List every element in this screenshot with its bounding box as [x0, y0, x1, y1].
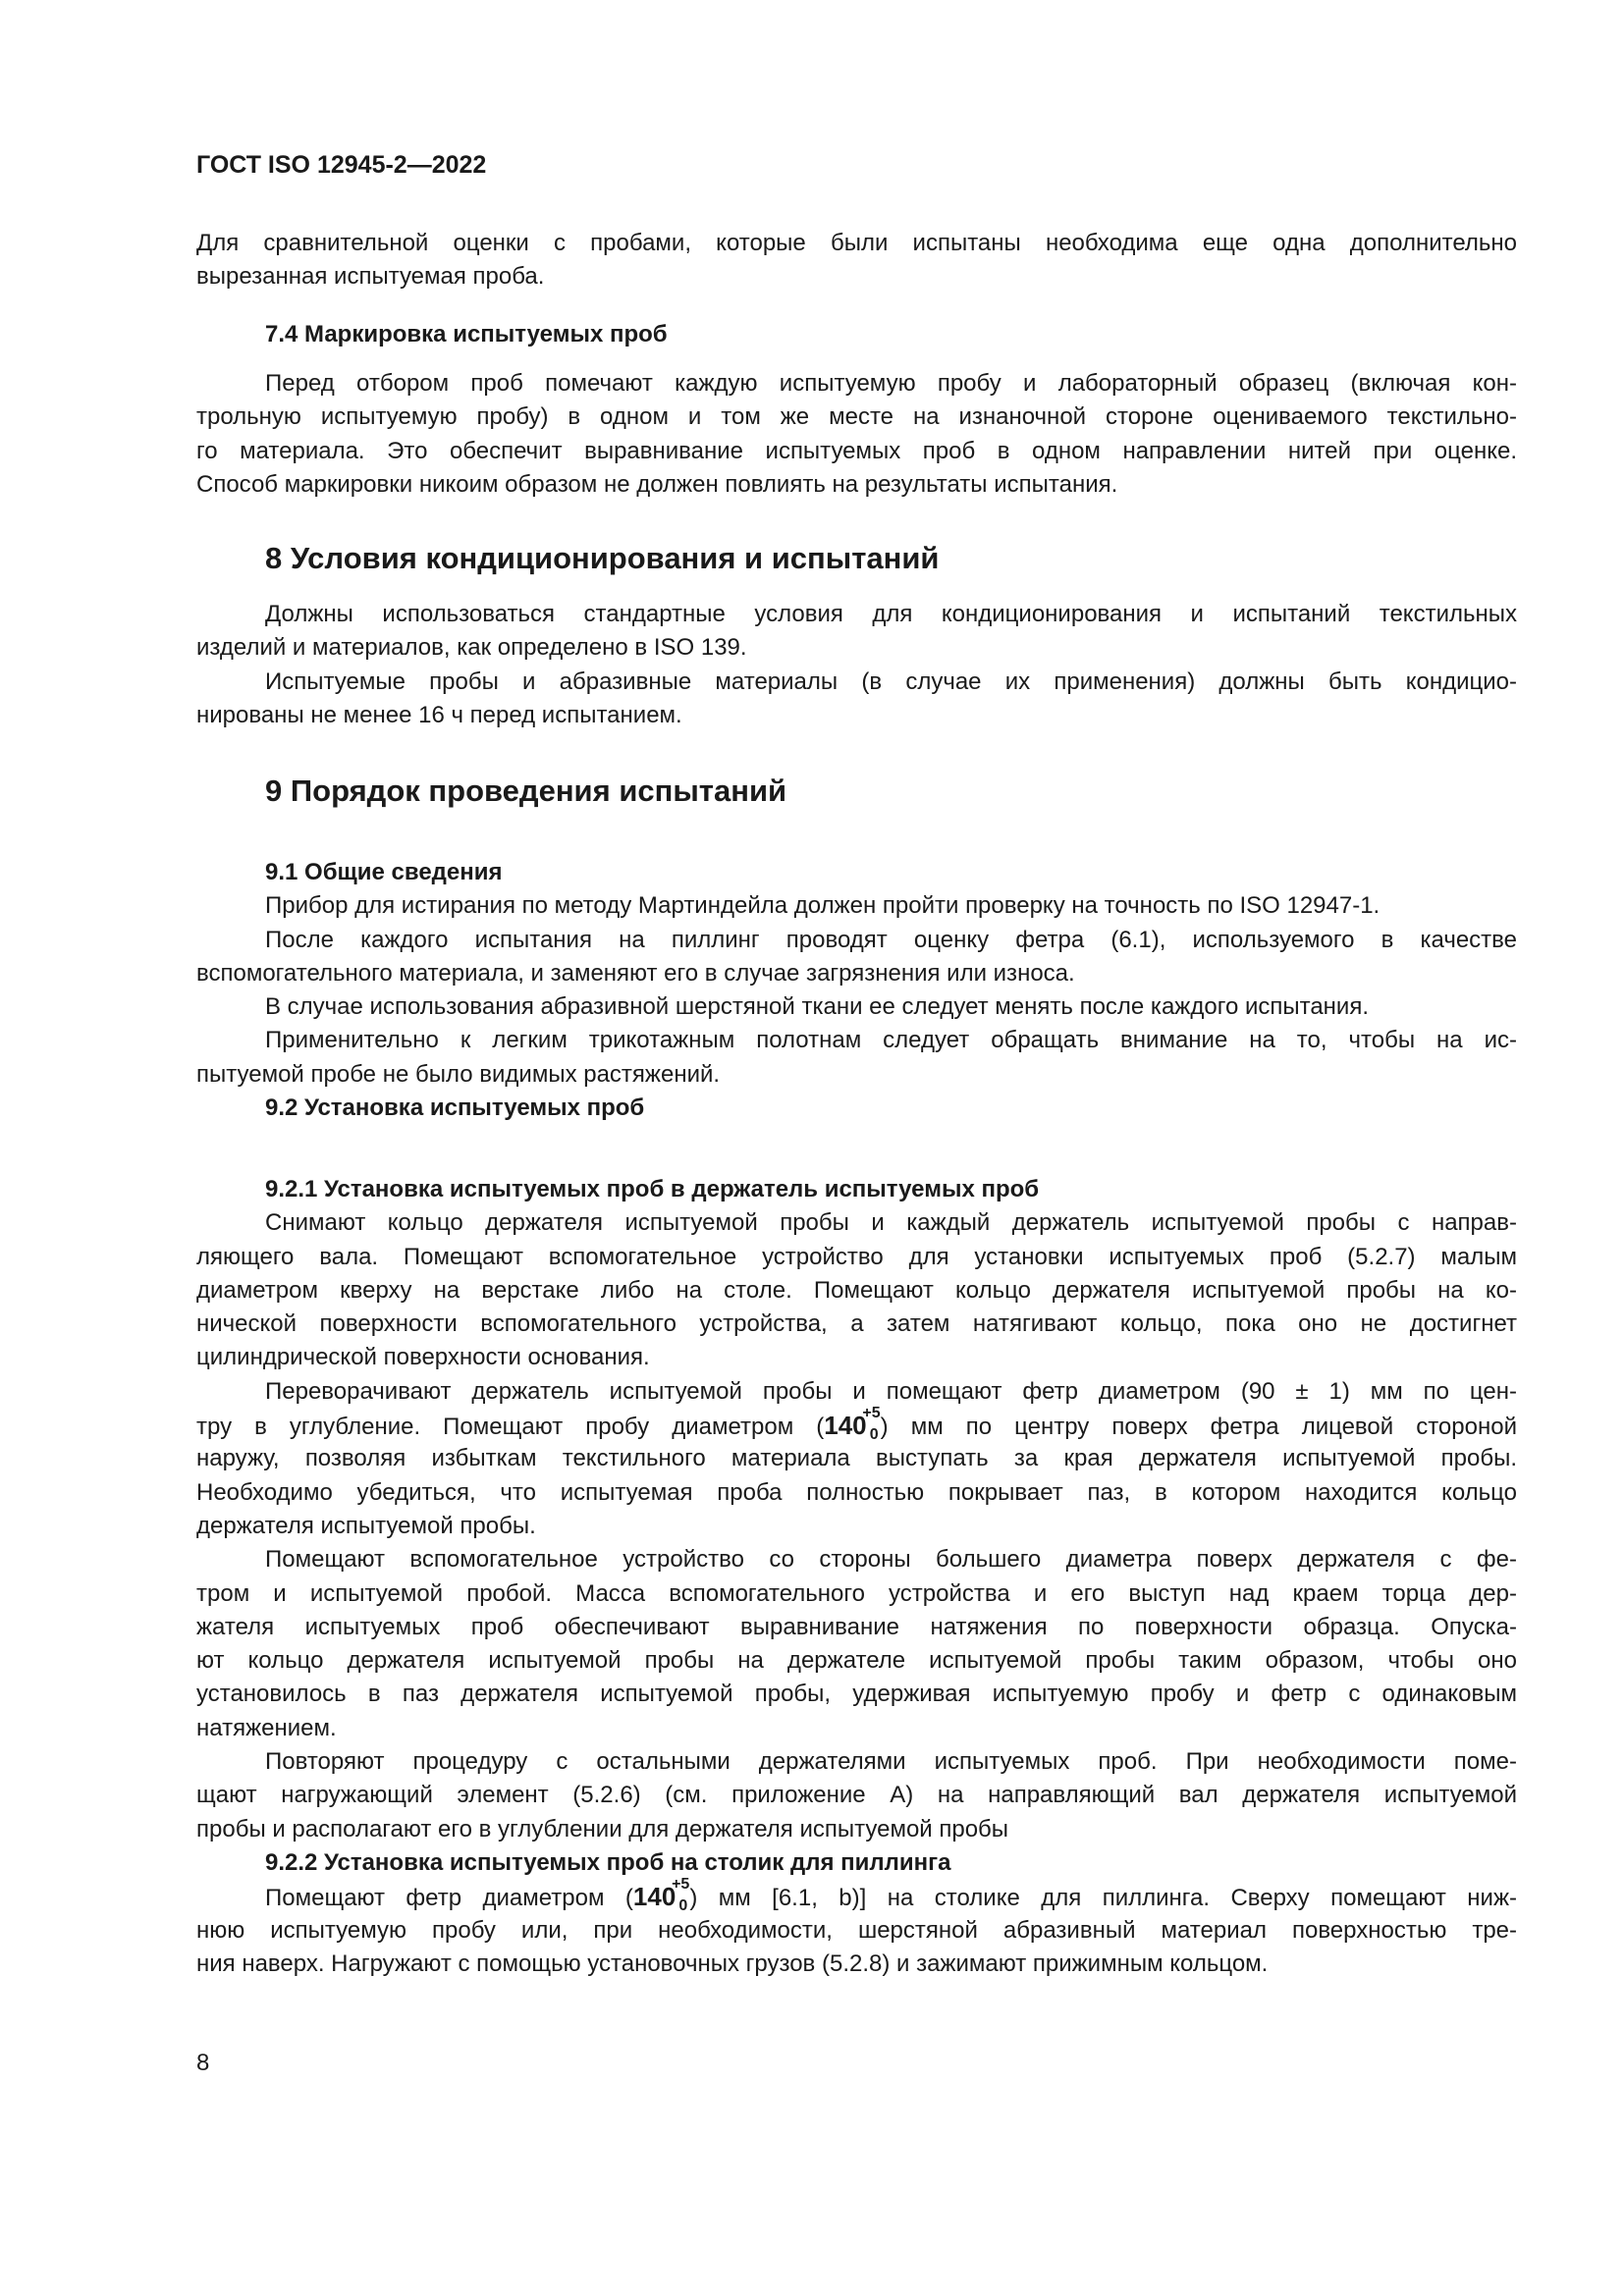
- text-segment: ) мм по центру поверх фетра лицевой стороной: [880, 1414, 1517, 1441]
- text-line: вспомогательного материала, и заменяют его в случае загрязнения или износа.: [196, 959, 1075, 987]
- text-line: цилиндрической поверхности основания.: [196, 1344, 650, 1371]
- text-line: ляющего вала. Помещают вспомогательное устройство для установки испытуемых проб (5.2.7) малым: [196, 1243, 1517, 1270]
- subsection-heading: 9.2.2 Установка испытуемых проб на столик для пиллинга: [265, 1848, 951, 1876]
- paragraph: [196, 227, 1517, 294]
- text-line: нированы не менее 16 ч перед испытанием.: [196, 701, 682, 728]
- tolerance-number: [632, 1876, 690, 1915]
- tolerance-number: [824, 1405, 881, 1444]
- text-line: пробы и располагают его в углублении для держателя испытуемой пробы: [196, 1815, 1009, 1842]
- paragraph: [196, 1206, 1517, 1374]
- text-line: Повторяют процедуру с остальными держателями испытуемых проб. При необходимости поме-: [265, 1748, 1517, 1776]
- paragraph: [196, 598, 1517, 666]
- nominal-value: 140: [632, 1882, 677, 1912]
- paragraph: [196, 924, 1517, 991]
- text-segment: ) мм [6.1, b)] на столике для пиллинга. Сверху помещают ниж-: [689, 1885, 1517, 1912]
- text-block: [196, 772, 1517, 828]
- subsection-heading: 9.2.1 Установка испытуемых проб в держатель испытуемых проб: [265, 1176, 1040, 1202]
- text-line: Снимают кольцо держателя испытуемой пробы и каждый держатель испытуемой пробы с направ-: [265, 1209, 1517, 1237]
- text-line: Переворачивают держатель испытуемой пробы и помещают фетр диаметром (90 ± 1) мм по цен-: [265, 1377, 1517, 1405]
- subsection-heading: 7.4 Маркировка испытуемых проб: [265, 321, 668, 347]
- text-line: нической поверхности вспомогательного устройства, а затем натягивают кольцо, пока оно не достигнет: [196, 1310, 1517, 1338]
- text-line: натяжением.: [196, 1714, 337, 1741]
- text-line: диаметром кверху на верстаке либо на столе. Помещают кольцо держателя испытуемой пробы на ко-: [196, 1276, 1517, 1304]
- paragraph: [196, 1375, 1517, 1543]
- page-number: 8: [196, 2050, 210, 2076]
- text-block: [196, 227, 1517, 294]
- text-segment: тру в углубление. Помещают пробу диаметром (: [196, 1414, 825, 1441]
- paragraph: [196, 990, 1517, 1024]
- text-line: Перед отбором проб помечают каждую испытуемую пробу и лабораторный образец (включая кон-: [265, 370, 1517, 397]
- paragraph: [196, 889, 1517, 923]
- text-line: наружу, позволяя избыткам текстильного материала выступать за края держателя испытуемой пробы.: [196, 1445, 1517, 1472]
- text-line: Прибор для истирания по методу Мартиндейла должен пройти проверку на точность по ISO 12947-1.: [265, 892, 1380, 920]
- text-segment: Помещают фетр диаметром (: [265, 1885, 633, 1912]
- text-line: го материала. Это обеспечит выравнивание испытуемых проб в одном направлении нитей при оценке.: [196, 437, 1517, 464]
- text-line: Должны использоваться стандартные условия для кондиционирования и испытаний текстильных: [265, 601, 1517, 627]
- text-line: [196, 1405, 1517, 1444]
- upper-tolerance: +5: [672, 1876, 690, 1894]
- text-line: Необходимо убедиться, что испытуемая проба полностью покрывает паз, в котором находится кольцо: [196, 1478, 1517, 1506]
- lower-tolerance: 0: [869, 1426, 879, 1444]
- text-line: нюю испытуемую пробу или, при необходимости, шерстяной абразивный материал поверхностью тре-: [196, 1916, 1517, 1944]
- text-line: пытуемой пробе не было видимых растяжений.: [196, 1060, 721, 1088]
- text-line: трольную испытуемую пробу) в одном и том же месте на изнаночной стороне оцениваемого текстильно-: [196, 403, 1517, 431]
- text-line: Применительно к легким трикотажным полотнам следует обращать внимание на то, чтобы на ис-: [265, 1027, 1517, 1054]
- document-header: ГОСТ ISO 12945-2—2022: [196, 151, 487, 179]
- paragraph: [196, 1745, 1517, 1846]
- text-line: держателя испытуемой пробы.: [196, 1512, 536, 1539]
- text-block: [196, 318, 1517, 351]
- text-line: Испытуемые пробы и абразивные материалы (в случае их применения) должны быть кондицио-: [265, 667, 1517, 695]
- paragraph: [196, 367, 1517, 502]
- section-heading: 9 Порядок проведения испытаний: [265, 774, 787, 808]
- paragraph: [196, 1876, 1517, 1981]
- paragraph: [196, 666, 1517, 733]
- subsection-heading: 9.2 Установка испытуемых проб: [265, 1095, 645, 1122]
- text-line: ют кольцо держателя испытуемой пробы на держателе испытуемой пробы таким образом, чтобы оно: [196, 1647, 1517, 1675]
- spacer: [196, 578, 1517, 595]
- subsection-heading: 9.1 Общие сведения: [265, 859, 503, 885]
- text-line: вырезанная испытуемая проба.: [196, 263, 545, 291]
- text-line: Для сравнительной оценки с пробами, которые были испытаны необходима еще одна дополнительно: [196, 230, 1517, 256]
- text-line: изделий и материалов, как определено в ISO 139.: [196, 634, 747, 662]
- text-line: После каждого испытания на пиллинг проводят оценку фетра (6.1), используемого в качестве: [265, 926, 1517, 953]
- text-line: Помещают вспомогательное устройство со стороны большего диаметра поверх держателя с фе-: [265, 1546, 1517, 1574]
- tolerance-value: [824, 1405, 881, 1444]
- text-line: В случае использования абразивной шерстяной ткани ее следует менять после каждого испытания.: [265, 993, 1370, 1021]
- text-line: Способ маркировки никоим образом не должен повлиять на результаты испытания.: [196, 470, 1118, 498]
- text-block: [196, 539, 1517, 595]
- text-line: ния наверх. Нагружают с помощью установочных грузов (5.2.8) и зажимают прижимным кольцом.: [196, 1949, 1269, 1977]
- text-line: жателя испытуемых проб обеспечивают выравнивание натяжения по поверхности образца. Опуска-: [196, 1613, 1517, 1640]
- paragraph: [196, 1024, 1517, 1092]
- text-block: [196, 367, 1517, 502]
- text-block: [196, 856, 1517, 1125]
- text-block: [196, 1173, 1517, 1981]
- text-block: [196, 598, 1517, 732]
- upper-tolerance: +5: [862, 1405, 881, 1422]
- text-line: установилось в паз держателя испытуемой пробы, удерживая испытуемую пробу и фетр с одинаковым: [196, 1681, 1517, 1708]
- section-heading: 8 Условия кондиционирования и испытаний: [265, 541, 940, 575]
- text-line: щают нагружающий элемент (5.2.6) (см. приложение А) на направляющий вал держателя испытуемой: [196, 1782, 1517, 1809]
- text-line: [196, 1876, 1517, 1915]
- paragraph: [196, 1543, 1517, 1745]
- tolerance-value: [632, 1876, 690, 1915]
- lower-tolerance: 0: [678, 1897, 688, 1915]
- text-line: тром и испытуемой пробой. Масса вспомогательного устройства и его выступ над краем торца дер-: [196, 1579, 1517, 1607]
- spacer: [196, 811, 1517, 828]
- nominal-value: 140: [824, 1411, 867, 1441]
